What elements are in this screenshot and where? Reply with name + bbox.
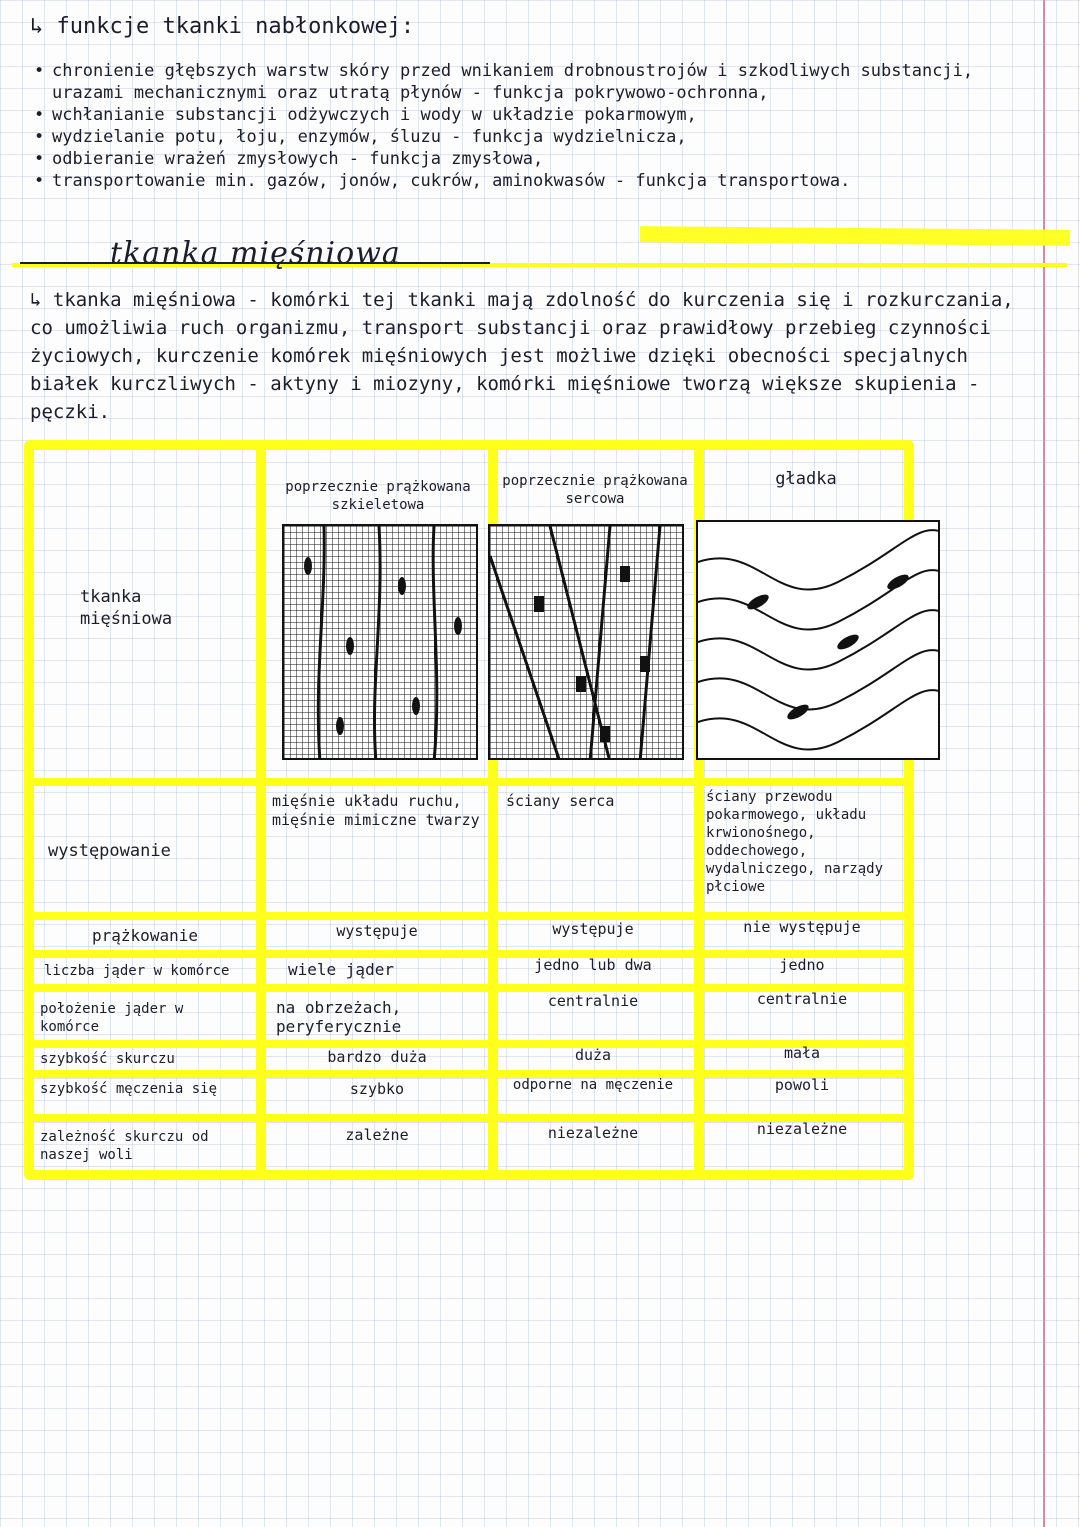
epithelium-functions-heading: ↳ funkcje tkanki nabłonkowej: — [30, 14, 415, 39]
cell-voluntary-control-smooth: niezależne — [756, 1120, 848, 1138]
cell-nuclei-count-cardiac: jedno lub dwa — [534, 956, 652, 974]
smooth-muscle-drawing — [698, 522, 940, 760]
cell-striation-smooth: nie występuje — [743, 918, 861, 936]
cell-striation-skeletal: występuje — [336, 922, 418, 940]
cardiac-muscle-drawing — [490, 526, 684, 760]
cell-voluntary-control-cardiac: niezależne — [547, 1124, 639, 1142]
section-title: tkanka mięśniowa — [110, 236, 401, 271]
cell-nuclei-count-skeletal: wiele jąder — [288, 960, 394, 979]
cell-striation-cardiac: występuje — [552, 920, 634, 938]
list-item: • wydzielanie potu, łoju, enzymów, śluzu - funkcja wydzielnicza, — [30, 126, 1030, 148]
list-item: • wchłanianie substancji odżywczych i wody w układzie pokarmowym, — [30, 104, 1030, 126]
skeletal-muscle-illustration — [282, 524, 478, 760]
column-header-skeletal: poprzecznie prążkowana szkieletowa — [285, 479, 471, 513]
row-label-voluntary-control: zależność skurczu od naszej woli — [40, 1129, 209, 1163]
list-item: • odbieranie wrażeń zmysłowych - funkcja zmysłowa, — [30, 148, 1030, 170]
row-header-muscle-tissue: tkanka mięśniowa — [80, 587, 173, 629]
table-divider — [256, 450, 266, 1172]
column-header-cardiac: poprzecznie prążkowana sercowa — [502, 473, 688, 507]
cell-occurrence-smooth: ściany przewodu pokarmowego, układu krwionośnego, oddechowego, wydalniczego, narządy płciowe — [706, 789, 884, 895]
cell-voluntary-control-skeletal: zależne — [345, 1126, 409, 1144]
row-label-occurrence: występowanie — [48, 841, 171, 861]
cell-fatigue-speed-smooth: powoli — [774, 1076, 830, 1094]
column-header-smooth: gładka — [775, 469, 837, 489]
highlighter-stroke — [640, 226, 1070, 246]
cardiac-muscle-illustration — [488, 524, 684, 760]
table-divider — [30, 778, 908, 786]
row-label-nuclei-position: położenie jąder w komórce — [40, 1001, 184, 1035]
cell-nuclei-position-smooth: centralnie — [756, 990, 848, 1008]
row-label-fatigue-speed: szybkość męczenia się — [40, 1081, 218, 1097]
cell-contraction-speed-cardiac: duża — [574, 1046, 612, 1064]
cell-occurrence-cardiac: ściany serca — [506, 792, 615, 810]
smooth-muscle-illustration — [696, 520, 940, 760]
cell-occurrence-skeletal: mięśnie układu ruchu, mięśnie mimiczne twarzy — [272, 792, 480, 829]
list-item: • transportowanie min. gazów, jonów, cukrów, aminokwasów - funkcja transportowa. — [30, 170, 1030, 192]
skeletal-muscle-drawing — [284, 526, 478, 760]
cell-contraction-speed-skeletal: bardzo duża — [327, 1048, 427, 1066]
cell-nuclei-position-cardiac: centralnie — [547, 992, 639, 1010]
row-label-nuclei-count: liczba jąder w komórce — [44, 963, 230, 979]
cell-fatigue-speed-cardiac: odporne na męczenie — [512, 1077, 674, 1093]
row-label-striation: prążkowanie — [92, 926, 198, 945]
cell-contraction-speed-smooth: mała — [783, 1044, 821, 1062]
list-item: • chronienie głębszych warstw skóry przed wnikaniem drobnoustrojów i szkodliwych substancji, urazami mechanicznymi oraz utratą płynów - funkcja pokrywowo-ochronna, — [30, 60, 1030, 104]
muscle-tissue-paragraph: ↳ tkanka mięśniowa - komórki tej tkanki mają zdolność do kurczenia się i rozkurczania, co umożliwia ruch organizmu, transport substancji oraz prawidłowy przebieg czynności życiowych, kurczenie komórek mięśniowych jest możliwe dzięki obecności specjalnych białek kurczliwych - aktyny i miozyny, komórki mięśniowe tworzą większe skupienia - pęczki. — [30, 289, 1014, 423]
epithelium-functions-list — [30, 60, 1030, 192]
row-label-contraction-speed: szybkość skurczu — [40, 1051, 175, 1067]
cell-nuclei-count-smooth: jedno — [779, 956, 825, 974]
cell-fatigue-speed-skeletal: szybko — [349, 1080, 405, 1098]
cell-nuclei-position-skeletal: na obrzeżach, peryferycznie — [276, 998, 402, 1036]
